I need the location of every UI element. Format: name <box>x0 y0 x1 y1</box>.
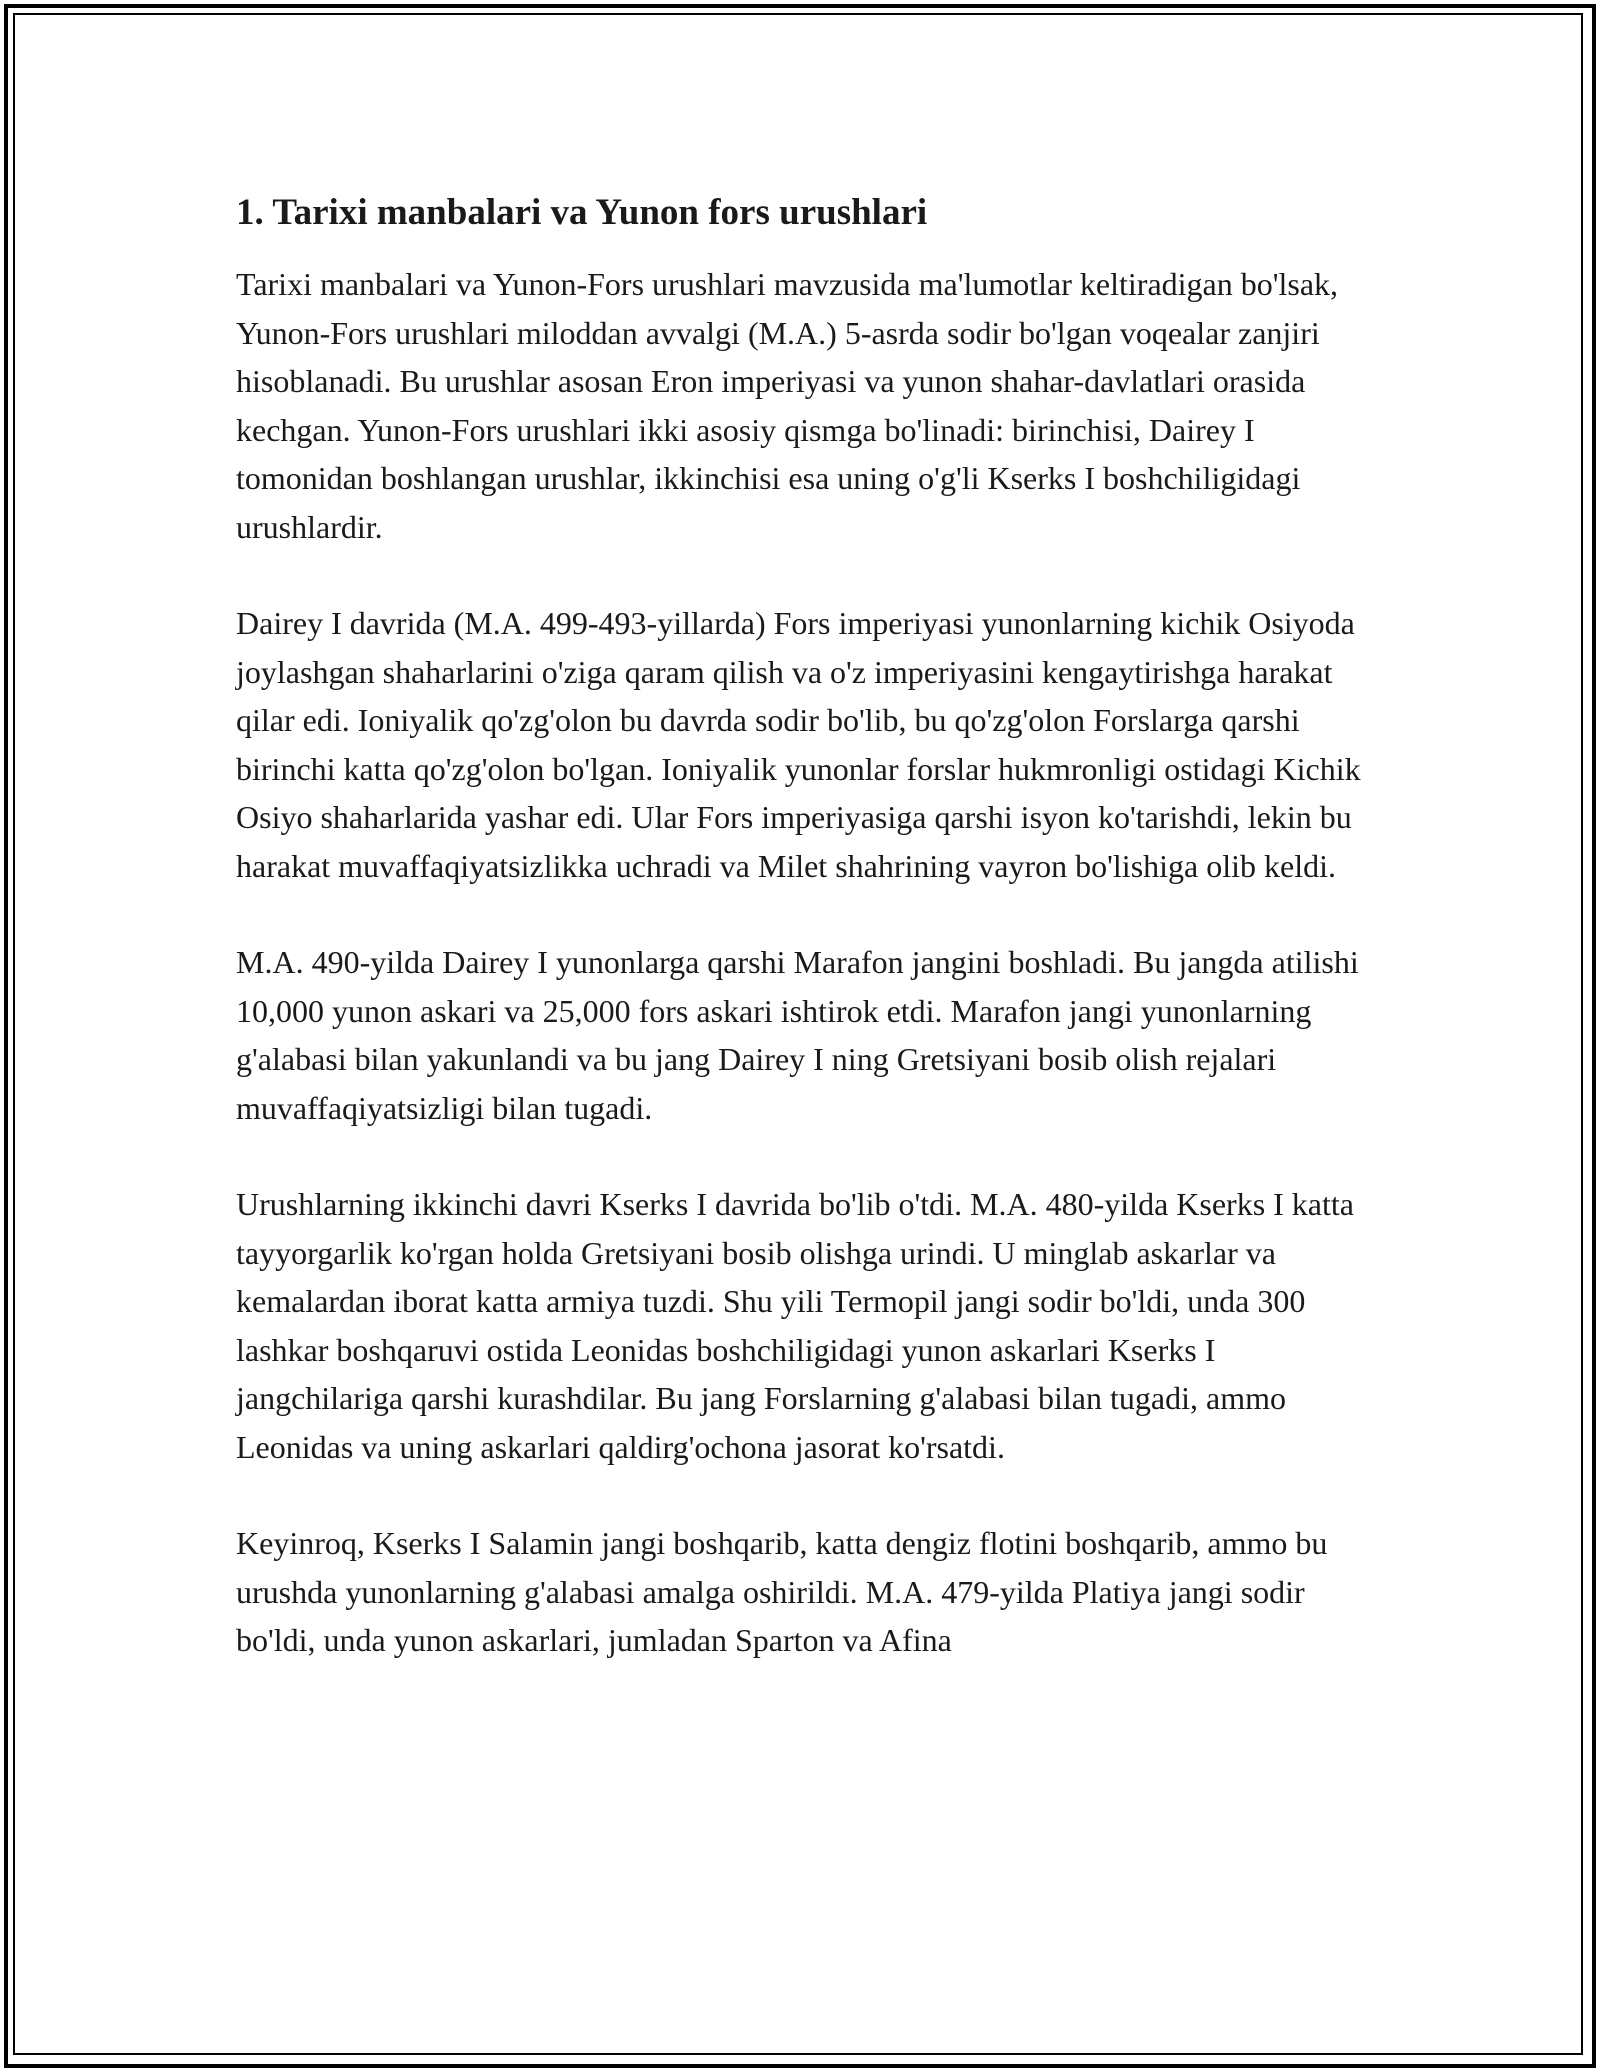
paragraph-dairey-period: Dairey I davrida (M.A. 499-493-yillarda) Fors imperiyasi yunonlarning kichik Osiyoda joylashgan shaharlarini o'ziga qaram qilish va o'z imperiyasini kengaytirishga harakat qilar edi. Ioniyalik qo'zg'olon bu davrda sodir bo'lib, bu qo'zg'olon Forslarga qarshi birinchi katta qo'zg'olon bo'lgan. Ioniyalik yunonlar forslar hukmronligi ostidagi Kichik Osiyo shaharlarida yashar edi. Ular Fors imperiyasiga qarshi isyon ko'tarishdi, lekin bu harakat muvaffaqiyatsizlikka uchradi va Milet shahrining vayron bo'lishiga olib keldi. <box>236 605 1361 884</box>
section-title: 1. Tarixi manbalari va Yunon fors urushlari <box>236 192 928 233</box>
paragraph-intro: Tarixi manbalari va Yunon-Fors urushlari mavzusida ma'lumotlar keltiradigan bo'lsak, Yunon-Fors urushlari miloddan avvalgi (M.A.) 5-asrda sodir bo'lgan voqealar zanjiri hisoblanadi. Bu urushlar asosan Eron imperiyasi va yunon shahar-davlatlari orasida kechgan. Yunon-Fors urushlari ikki asosiy qismga bo'linadi: birinchisi, Dairey I tomonidan boshlangan urushlar, ikkinchisi esa uning o'g'li Kserks I boshchiligidagi urushlardir. <box>236 266 1339 545</box>
paragraph-xerxes-period: Urushlarning ikkinchi davri Kserks I davrida bo'lib o'tdi. M.A. 480-yilda Kserks I katta tayyorgarlik ko'rgan holda Gretsiyani bosib olishga urindi. U minglab askarlar va kemalardan iborat katta armiya tuzdi. Shu yili Termopil jangi sodir bo'ldi, unda 300 lashkar boshqaruvi ostida Leonidas boshchiligidagi yunon askarlari Kserks I jangchilariga qarshi kurashdilar. Bu jang Forslarning g'alabasi bilan tugadi, ammo Leonidas va uning askarlari qaldirg'ochona jasorat ko'rsatdi. <box>236 1186 1354 1465</box>
paragraph-salamis-plataea: Keyinroq, Kserks I Salamin jangi boshqarib, katta dengiz flotini boshqarib, ammo bu urushda yunonlarning g'alabasi amalga oshirildi. M.A. 479-yilda Platiya jangi sodir bo'ldi, unda yunon askarlari, jumladan Sparton va Afina <box>236 1525 1328 1658</box>
document-body <box>236 188 1376 1713</box>
paragraph-marathon-battle: M.A. 490-yilda Dairey I yunonlarga qarshi Marafon jangini boshladi. Bu jangda atilishi 10,000 yunon askari va 25,000 fors askari ishtirok etdi. Marafon jangi yunonlarning g'alabasi bilan yakunlandi va bu jang Dairey I ning Gretsiyani bosib olish rejalari muvaffaqiyatsizligi bilan tugadi. <box>236 944 1359 1126</box>
